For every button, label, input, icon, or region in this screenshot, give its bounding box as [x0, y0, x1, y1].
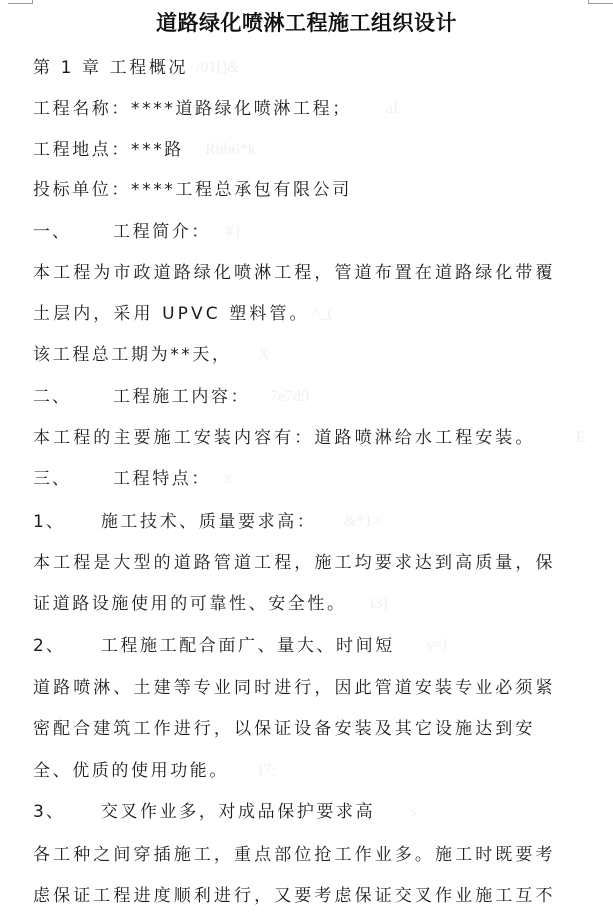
watermark-noise: I7; [258, 762, 276, 779]
section-title: 工程简介： [113, 222, 211, 242]
project-name: 工程名称：****道路绿化喷淋工程； [33, 99, 352, 119]
item-number: 3、 [33, 802, 65, 822]
watermark-noise: v=l [426, 637, 448, 654]
section-1-body-line: 该工程总工期为**天， [33, 345, 232, 365]
document-title: 道路绿化喷淋工程施工组织设计 [156, 10, 457, 35]
item-1-heading [33, 510, 316, 534]
item-1-body-line: 本工程是大型的道路管道工程，施工均要求达到高质量，保 [33, 553, 556, 573]
item-2-heading [33, 634, 395, 658]
watermark-noise: ^_( [312, 305, 333, 322]
page-corner-mark-right [588, 0, 613, 4]
chapter-heading: 第 1 章 工程概况 [33, 58, 189, 78]
watermark-noise: X [258, 346, 270, 363]
item-2-body-line: 道路喷淋、土建等专业同时进行，因此管道安装专业必须紧 [33, 678, 556, 698]
watermark-noise: i3) [370, 595, 388, 612]
section-3-heading [33, 467, 211, 491]
watermark-noise: Rhb6*k [205, 141, 256, 158]
section-title: 工程特点： [113, 469, 211, 489]
watermark-noise: x [224, 470, 232, 487]
item-2-body-line: 密配合建筑工作进行，以保证设备安装及其它设施达到安 [33, 719, 536, 739]
item-3-body-line: 虑保证工程进度顺利进行，又要考虑保证交叉作业施工互不 [33, 886, 556, 906]
item-3-body-line: 各工种之间穿插施工，重点部位抢工作业多。施工时既要考 [33, 845, 556, 865]
bidder: 投标单位：****工程总承包有限公司 [33, 180, 352, 200]
watermark-noise: /01[]& [196, 59, 240, 76]
watermark-noise: af [386, 100, 399, 117]
project-location: 工程地点：***路 [33, 140, 184, 160]
watermark-noise: #} [226, 223, 242, 240]
section-1-body-line: 本工程为市政道路绿化喷淋工程，管道布置在道路绿化带覆 [33, 263, 556, 283]
section-2-body-line: 本工程的主要施工安装内容有：道路喷淋给水工程安装。 [33, 428, 536, 448]
watermark-noise: s [410, 803, 417, 820]
item-title: 工程施工配合面广、量大、时间短 [100, 636, 395, 656]
page-corner-mark-left [8, 0, 33, 4]
item-2-body-line: 全、优质的使用功能。 [33, 761, 229, 781]
section-number: 一、 [33, 222, 71, 242]
item-number: 1、 [33, 512, 65, 532]
item-number: 2、 [33, 636, 65, 656]
section-2-heading [33, 385, 250, 409]
item-title: 施工技术、质量要求高： [100, 512, 317, 532]
watermark-noise: 7e7d9 [270, 388, 310, 405]
section-1-body-line: 土层内，采用 UPVC 塑料管。 [33, 304, 310, 324]
item-1-body-line: 证道路设施使用的可靠性、安全性。 [33, 594, 347, 614]
watermark-noise: E [576, 429, 586, 446]
watermark-noise: &*1> [344, 513, 382, 530]
section-number: 二、 [33, 387, 71, 407]
item-title: 交叉作业多，对成品保护要求高 [100, 802, 376, 822]
item-3-heading [33, 800, 375, 824]
section-number: 三、 [33, 469, 71, 489]
section-1-heading [33, 220, 211, 244]
section-title: 工程施工内容： [113, 387, 251, 407]
